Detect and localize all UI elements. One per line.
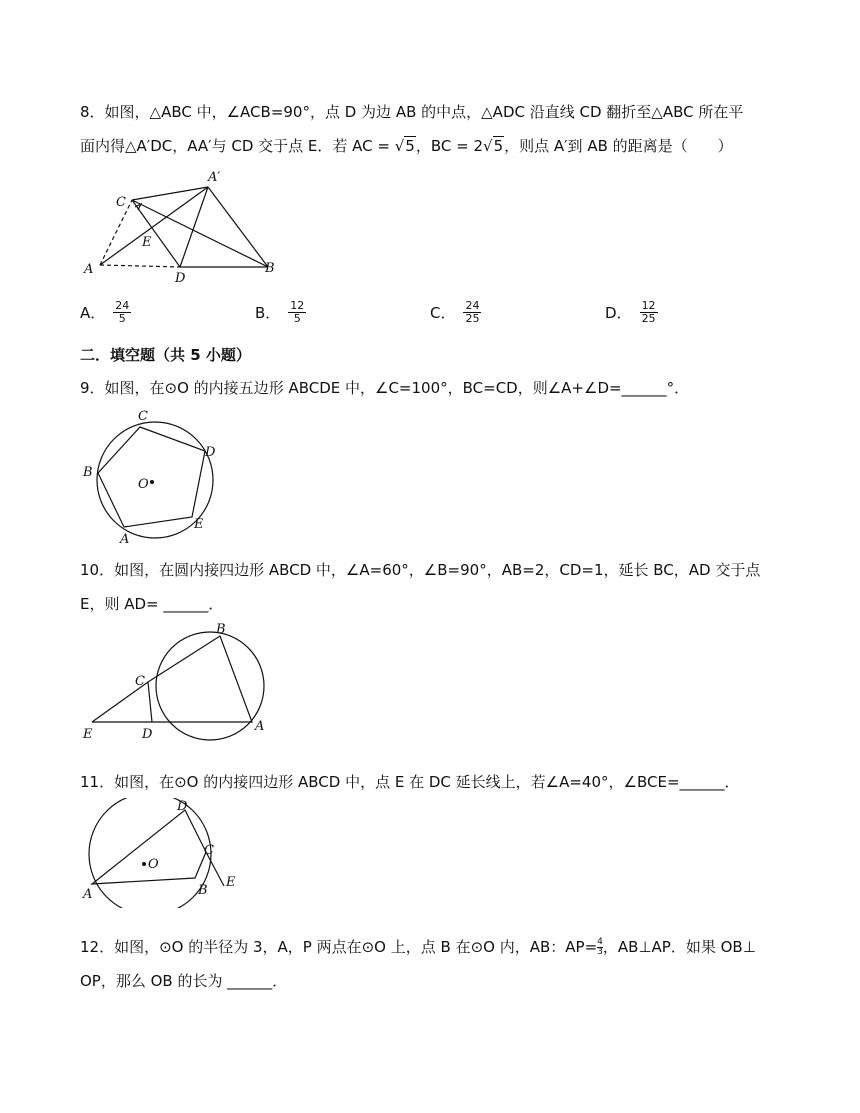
fraction-denominator: 5 [118,312,126,325]
section-title: 二．填空题（共 5 小题） [80,346,251,364]
segment-DA1 [180,187,208,267]
segment-CA1 [132,187,208,200]
sqrt-sign: √ [483,137,493,155]
fraction-numerator: 24 [465,299,480,312]
q8-text-line1: 8．如图，△ABC 中，∠ACB=90°，点 D 为边 AB 的中点，△ADC 沿直线 CD 翻折至△ABC 所在平 [80,103,744,121]
label-C: C [204,843,214,858]
q8-sqrt1: 5 [405,137,415,155]
option-fraction [463,300,481,325]
q9-figure [80,405,230,550]
q12-line1-part-b: ，AB⊥AP．如果 OB⊥ [602,938,756,956]
label-A: A [83,887,93,902]
label-C: C [138,409,148,424]
quadrilateral-ABCD [148,636,252,722]
sqrt-sign: √ [394,137,405,155]
q8-option-c[interactable] [430,300,481,325]
fraction-denominator: 25 [641,312,656,325]
label-E: E [226,875,236,890]
fraction-numerator: 12 [290,299,305,312]
label-A: A [120,532,130,547]
label-C: C [116,195,126,210]
label-O: O [148,857,159,872]
label-D: D [142,727,153,742]
fraction-denominator: 3 [597,947,603,957]
label-D: D [175,271,186,286]
label-E: E [142,235,152,250]
q8-option-a[interactable] [80,300,131,325]
fraction-numerator: 24 [115,299,130,312]
q12-text-line2: OP，那么 OB 的长为 ______． [80,972,288,990]
label-D: D [177,799,188,814]
option-letter: C． [430,304,456,322]
q8-figure [80,165,290,290]
label-E: E [194,517,204,532]
q9-text: 9．如图，在⊙O 的内接五边形 ABCDE 中，∠C=100°，BC=CD，则∠A+∠D=______°． [80,379,690,397]
q11-text: 11．如图，在⊙O 的内接四边形 ABCD 中，点 E 在 DC 延长线上，若∠A=40°，∠BCE=______． [80,773,740,791]
q8-option-d[interactable] [605,300,658,325]
q8-line2-part-c: ，则点 A′到 AB 的距离是（ ） [504,137,733,155]
option-fraction [288,300,306,325]
center-point [142,862,146,866]
q10-text-line2: E，则 AD= ______． [80,595,224,613]
label-A-prime: A′ [208,170,221,185]
label-A: A [84,262,94,277]
label-A: A [255,719,265,734]
label-O: O [138,477,149,492]
q8-option-b[interactable] [255,300,306,325]
label-B: B [265,261,275,276]
quadrilateral-ABCD [92,810,206,884]
option-letter: D． [605,304,632,322]
q10-figure [80,620,275,745]
q12-text-line1 [80,936,756,958]
label-B: B [216,622,226,637]
label-B: B [198,883,208,898]
q11-figure [80,798,245,908]
option-fraction [640,300,658,325]
label-E: E [83,727,93,742]
pentagon-ABCDE [98,427,205,527]
label-C: C [135,674,145,689]
center-point [150,480,154,484]
segment-A1B [208,187,268,267]
q10-text-line1: 10．如图，在圆内接四边形 ABCD 中，∠A=60°，∠B=90°，AB=2，CD=1，延长 BC，AD 交于点 [80,561,761,579]
circle-O [89,798,211,908]
segment-CD [132,200,180,267]
q8-line2-part-b: ，BC = 2 [415,137,483,155]
fraction-numerator: 12 [641,299,656,312]
option-letter: B． [255,304,281,322]
fraction-denominator: 5 [293,312,301,325]
option-fraction [113,300,131,325]
q12-line1-part-a: 12．如图，⊙O 的半径为 3，A，P 两点在⊙O 上，点 B 在⊙O 内，AB：AP= [80,938,598,956]
segment-AD-dashed [100,265,180,267]
label-B: B [83,465,93,480]
circle [156,632,264,740]
q8-sqrt2: 5 [493,137,504,155]
q8-text-line2 [80,135,733,157]
fraction-denominator: 25 [465,312,480,325]
label-D: D [205,445,216,460]
option-letter: A． [80,304,106,322]
fraction-numerator: 4 [597,937,603,947]
q8-line2-part-a: 面内得△A′DC，AA′与 CD 交于点 E．若 AC = [80,137,395,155]
